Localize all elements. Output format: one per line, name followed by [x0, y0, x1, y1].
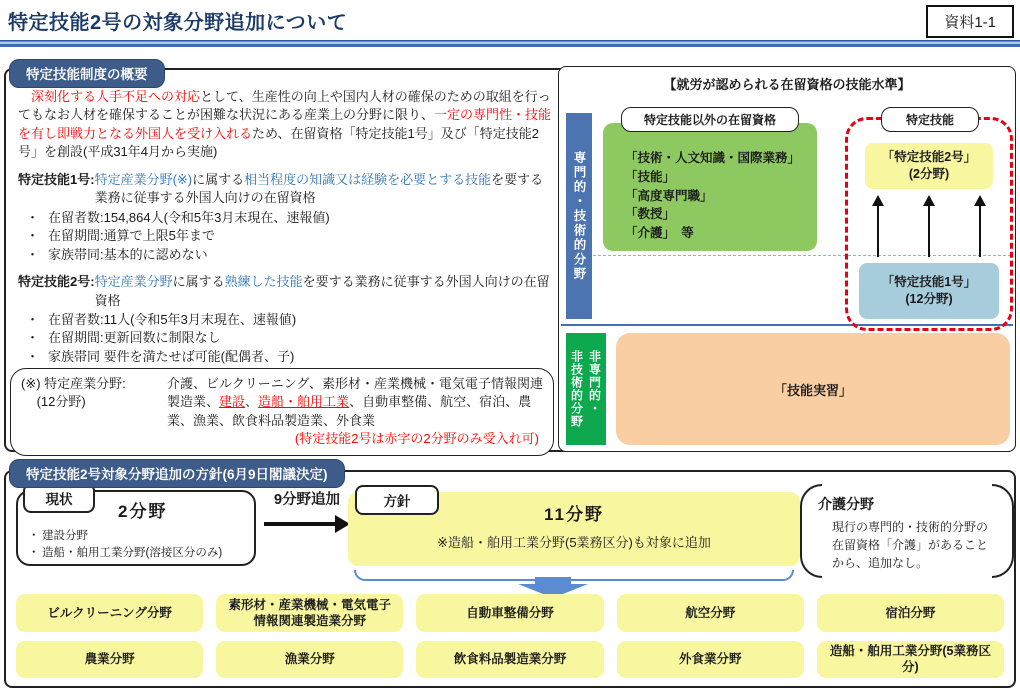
field-cell: 造船・舶用工業分野(5業務区分): [817, 641, 1004, 679]
field-cell: 自動車整備分野: [416, 594, 603, 632]
intro-black-1: として、生産性の向上や国内人材の確保のための取組を行ってもなお人材を確保することが困難な状況にある産業上の分野に限り、: [18, 89, 551, 123]
field-cell: ビルクリーニング分野: [16, 594, 203, 632]
intro-red-2: 一定の専門性・技能を有し即戦力となる外国人を受け入れる: [18, 107, 552, 141]
note-labels: [21, 375, 167, 449]
plan-title: 11分野: [544, 505, 604, 524]
note-seg-2: 、: [245, 394, 259, 410]
professional-field-bar: [566, 113, 592, 319]
type1-bullet-1: ・ 在留者数:154,864人(令和5年3月末現在、速報値): [18, 209, 556, 227]
note-body: [167, 375, 543, 449]
type2-bullets: [18, 311, 556, 366]
field-cell: 農業分野: [16, 641, 203, 679]
field-grid: [16, 594, 1004, 678]
current-status-box: [16, 490, 256, 566]
type2-bullet-2: ・ 在留期間:更新回数に制限なし: [18, 329, 556, 347]
type1-bullet-2: ・ 在留期間:通算で上限5年まで: [18, 227, 556, 245]
intro-red-1: 深刻化する人手不足への対応: [31, 89, 201, 104]
other-status-label: 特定技能以外の在留資格: [621, 107, 799, 132]
overview-text-column: [18, 88, 556, 366]
field-cell: 飲食料品製造業分野: [416, 641, 603, 679]
tokutei-ginou-label: 特定技能: [881, 107, 979, 132]
non-professional-bar-line2: 非技術的分野: [569, 350, 584, 428]
type1-description: [95, 171, 556, 208]
field-cell: 外食業分野: [617, 641, 804, 679]
tokutei-no1-box: [859, 263, 999, 319]
document-number-badge: 資料1-1: [926, 5, 1014, 38]
kaigo-body: 現行の専門的・技術的分野の在留資格「介護」があることから、追加なし。: [832, 520, 989, 570]
note-label-2: (12分野): [36, 394, 86, 410]
field-cell: 宿泊分野: [817, 594, 1004, 632]
note-red-1: 建設: [219, 394, 246, 410]
current-bullet-1: ・ 建設分野: [24, 528, 250, 545]
ginou-jisshu-box: 「技能実習」: [616, 333, 1010, 445]
intro-black-2: ため、在留資格「特定技能1号」及び「特定技能2号」を創設(平成31年4月から実施): [18, 125, 539, 160]
other-status-item-1: 「技術・人文知識・国際業務」: [625, 151, 801, 165]
up-arrow-icon: [979, 205, 981, 257]
other-status-item-4: 「教授」: [625, 207, 676, 222]
right-arrow-icon: [264, 514, 350, 534]
note-red-caption: (特定技能2号は赤字の2分野のみ受入れ可): [294, 431, 539, 447]
type2-bullet-1: ・ 在留者数:11人(令和5年3月末現在、速報値): [18, 311, 556, 329]
type1-black-1: に属する: [192, 171, 245, 187]
type2-blue-2: 熟練した技能: [224, 274, 303, 290]
field-cell: 素形材・産業機械・電気電子情報関連製造業分野: [216, 594, 403, 632]
diagram-title: 【就労が認められる在留資格の技能水準】: [663, 77, 911, 92]
intro-paragraph: [18, 88, 556, 162]
sector-note-box: [10, 368, 554, 456]
tokutei-no1-line1: 「特定技能1号」: [881, 275, 977, 290]
note-seg-1: 介護、ビルクリーニング、素形材・産業機械・電気電子情報関連製造業、: [167, 376, 543, 410]
page-title: 特定技能2号の対象分野追加について: [8, 12, 348, 34]
type1-blue-1: 特定産業分野(※): [94, 171, 193, 187]
type2-label: 特定技能2号:: [18, 274, 95, 290]
other-status-item-5: 「介護」 等: [625, 226, 694, 240]
other-status-box: [603, 123, 817, 251]
type2-block: [18, 273, 556, 366]
plan-tag: 方針: [355, 485, 439, 515]
up-arrow-icon: [928, 205, 930, 257]
overview-section: [4, 68, 1016, 452]
type2-description: [95, 273, 556, 310]
current-status-bullets: [24, 528, 250, 563]
type1-black-2: を要する業務に従事する外国人向けの在留資格: [94, 171, 544, 206]
type1-bullets: [18, 209, 556, 264]
type2-black-1: に属する: [172, 274, 225, 290]
current-status-tag: 現状: [23, 483, 95, 513]
arrow-label: 9分野追加: [273, 492, 341, 508]
current-bullet-2: ・ 造船・舶用工業分野(溶接区分のみ): [24, 545, 250, 562]
kaigo-title: 介護分野: [818, 496, 874, 512]
tokutei-no2-line2: (2分野): [908, 167, 950, 181]
upgrade-arrows: [877, 195, 981, 259]
type1-block: [18, 171, 556, 264]
type2-black-2: を要する業務に従事する外国人向けの在留資格: [94, 274, 550, 308]
tokutei-no2-line1: 「特定技能2号」: [881, 150, 977, 165]
professional-field-bar-label: 専門的・技術的分野: [572, 150, 586, 282]
title-divider: [0, 40, 1020, 47]
note-red-2: 造船・舶用工業: [258, 394, 350, 410]
type1-bullet-3: ・ 家族帯同:基本的に認めない: [18, 246, 556, 264]
field-cell: 航空分野: [617, 594, 804, 632]
plan-box: [348, 492, 800, 566]
non-professional-field-bar: [566, 333, 606, 445]
tokutei-no2-box: [865, 143, 993, 189]
current-status-title: 2分野: [118, 502, 168, 521]
type2-bullet-3: ・ 家族帯同 要件を満たせば可能(配偶者、子): [18, 348, 556, 366]
type1-blue-2: 相当程度の知識又は経験を必要とする技能: [244, 171, 492, 187]
up-arrow-icon: [877, 205, 879, 257]
tokutei-no1-line2: (12分野): [905, 292, 953, 306]
policy-section-header: 特定技能2号対象分野追加の方針(6月9日閣議決定): [9, 459, 345, 488]
overview-section-header: 特定技能制度の概要: [9, 59, 165, 88]
policy-section: [4, 467, 1016, 688]
other-status-item-3: 「高度専門職」: [625, 188, 713, 203]
note-label-1: (※) 特定産業分野:: [21, 376, 126, 391]
residence-status-diagram: [558, 66, 1016, 452]
type1-label: 特定技能1号:: [18, 171, 95, 187]
plan-note: ※造船・舶用工業分野(5業務区分)も対象に追加: [437, 535, 711, 550]
field-cell: 漁業分野: [216, 641, 403, 679]
other-status-item-2: 「技能」: [625, 169, 676, 184]
note-seg-3: 、自動車整備、航空、宿泊、農業、漁業、飲食料品製造業、外食業: [167, 394, 532, 428]
type2-blue-1: 特定産業分野: [94, 274, 173, 290]
kaigo-bracket-box: [800, 484, 1014, 578]
non-professional-bar-line1: 非専門的・: [587, 350, 602, 415]
